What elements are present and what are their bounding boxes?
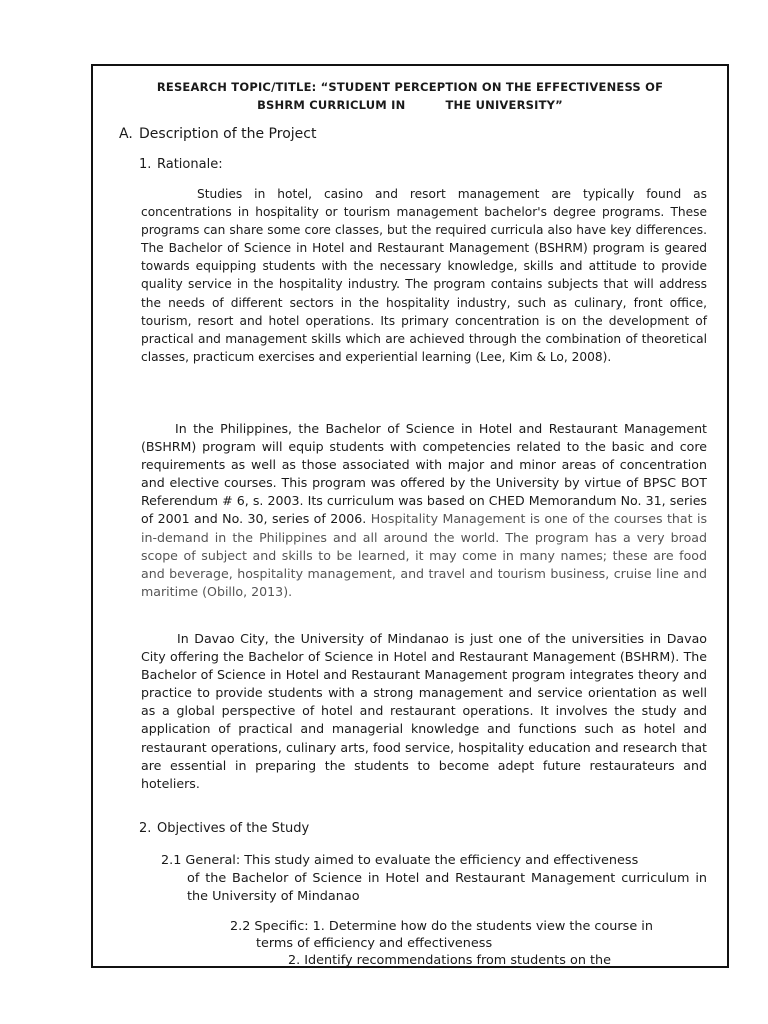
document-page (91, 64, 729, 968)
paragraph-1-text: Studies in hotel, casino and resort management are typically found as concentrations in hospitality or tourism management bachelor's degree programs. These programs can share some core classes, but the required curricula also have key differences. The Bachelor of Science in Hotel and Restaurant Management (BSHRM) program is geared towards equipping students with the necessary knowledge, skills and attitude to provide quality service in the hospitality industry. The program contains subjects that will address the needs of different sectors in the hospitality industry, such as culinary, front office, tourism, resort and hotel operations. Its primary concentration is on the development of practical and management skills which are achieved through the combination of theoretical classes, practicum exercises and experiential learning (Lee, Kim & Lo, 2008). (141, 187, 707, 364)
specific-objective-line-1: 2.2 Specific: 1. Determine how do the students view the course in (230, 919, 653, 934)
specific-objective-line-3: 2. Identify recommendations from students on the (288, 953, 612, 968)
rationale-paragraph-1 (141, 185, 707, 366)
general-objective-first-line: 2.1 General: This study aimed to evaluate the efficiency and effectiveness (161, 853, 639, 868)
paragraph-2-quoted-text: Hospitality Management is one of the courses that is in-demand in the Philippines and all around the world. The program has a very broad scope of subject and skills to be learned, it may come in many names; these are food and beverage, hospitality management, and travel and tourism business, cruise line and maritime (Obillo, 2013). (141, 511, 708, 599)
general-objective (161, 852, 707, 906)
rationale-paragraph-2 (141, 420, 707, 601)
section-a-number: A. (119, 126, 133, 142)
rationale-paragraph-3 (141, 630, 707, 793)
general-objective-continuation: of the Bachelor of Science in Hotel and Restaurant Management curriculum in the University of Mindanao (187, 871, 707, 904)
paragraph-3-text: In Davao City, the University of Mindanao is just one of the universities in Davao City offering the Bachelor of Science in Hotel and Restaurant Management (BSHRM). The Bachelor of Science in Hotel and Restaurant Management program integrates theory and practice to provide students with a strong management and service orientation as well as a global perspective of hotel and restaurant operations. It involves the study and application of practical and managerial knowledge and functions such as hotel and restaurant operations, culinary arts, food service, hospitality education and research that are essential in preparing the students to become adept future restaurateurs and hoteliers. (141, 631, 707, 791)
section-a-label: Description of the Project (139, 126, 317, 142)
specific-objective-line-2: terms of efficiency and effectiveness (256, 936, 493, 951)
rationale-label: Rationale: (157, 157, 223, 172)
objectives-label: Objectives of the Study (157, 821, 310, 836)
rationale-number: 1. (139, 157, 152, 172)
objectives-number: 2. (139, 821, 152, 836)
section-a-heading (119, 126, 316, 142)
research-title-line-2a: BSHRM CURRICLUM IN (257, 98, 406, 112)
research-title-line-1: RESEARCH TOPIC/TITLE: “STUDENT PERCEPTION ON THE EFFECTIVENESS OF (156, 80, 664, 94)
specific-objectives (230, 918, 710, 968)
objectives-heading (139, 821, 309, 836)
paragraph-2-text: In the Philippines, the Bachelor of Science in Hotel and Restaurant Management (BSHRM) program will equip students with competencies related to the basic and core requirements as well as those associated with major and minor areas of concentration and elective courses. This program was offered by the University by virtue of BPSC BOT Referendum # 6, s. 2003. Its curriculum was based on CHED Memorandum No. 31, series of 2001 and No. 30, series of 2006. (141, 421, 707, 527)
rationale-heading (139, 157, 223, 172)
research-title-line-2 (93, 98, 727, 112)
research-title-line-2b: THE UNIVERSITY” (445, 98, 563, 112)
